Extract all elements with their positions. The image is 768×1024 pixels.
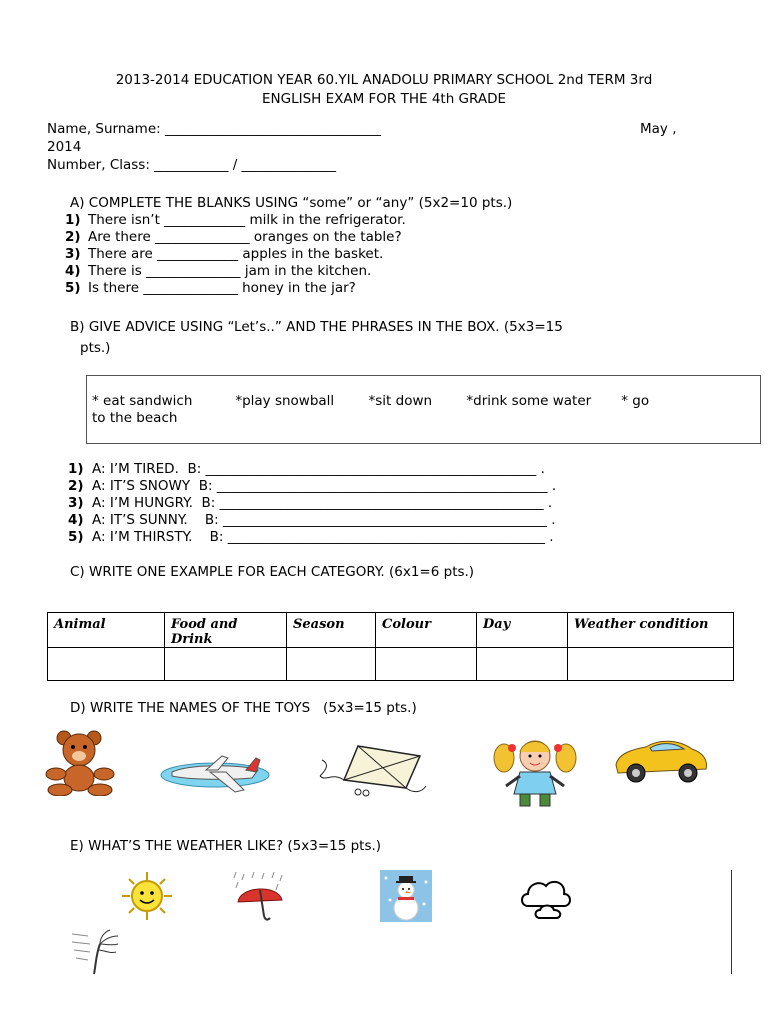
wind-tree-image (70, 924, 122, 976)
a-item-2-text: Are there ______________ oranges on the table? (88, 229, 402, 245)
airplane-image (160, 750, 270, 795)
answer-cell[interactable] (48, 648, 165, 681)
a-item-5-text: Is there ______________ honey in the jar? (88, 280, 356, 296)
a-item-2-num: 2) (65, 229, 81, 245)
exam-title-line1: 2013-2014 EDUCATION YEAR 60.YIL ANADOLU PRIMARY SCHOOL 2nd TERM 3rd (115, 72, 653, 88)
b-item-4-num: 4) (68, 512, 84, 528)
b-item-5-text: A: I’M THIRSTY. B: _______________________________________________ . (92, 529, 554, 545)
page-edge-line (731, 870, 732, 974)
a-item-3-num: 3) (65, 246, 81, 262)
col-food-drink: Food and Drink (165, 613, 287, 648)
answer-cell[interactable] (287, 648, 376, 681)
section-b-heading-line1: B) GIVE ADVICE USING “Let’s..” AND THE PHRASES IN THE BOX. (5x3=15 (70, 319, 563, 335)
date-month: May , (640, 121, 677, 137)
teddy-bear-image (38, 730, 126, 796)
name-surname-field: Name, Surname: ________________________________ (47, 121, 381, 137)
answer-cell[interactable] (376, 648, 477, 681)
category-header-row (48, 613, 734, 648)
answer-cell[interactable] (165, 648, 287, 681)
date-year: 2014 (47, 139, 82, 155)
phrase-box-line1: * eat sandwich *play snowball *sit down *drink some water * go (92, 393, 650, 409)
doll-image (490, 738, 580, 810)
b-item-5-num: 5) (68, 529, 84, 545)
rain-umbrella-image (230, 870, 288, 922)
cloud-image (518, 874, 574, 920)
a-item-1-num: 1) (65, 212, 81, 228)
a-item-4-text: There is ______________ jam in the kitchen. (88, 263, 372, 279)
section-e-heading: E) WHAT’S THE WEATHER LIKE? (5x3=15 pts.) (70, 838, 382, 854)
sun-image (118, 870, 176, 922)
section-b-heading-line2: pts.) (80, 340, 111, 356)
b-item-1-text: A: I’M TIRED. B: _________________________________________________ . (92, 461, 545, 477)
a-item-5-num: 5) (65, 280, 81, 296)
number-class-field: Number, Class: ___________ / ______________ (47, 157, 337, 173)
exam-title-line2: ENGLISH EXAM FOR THE 4th GRADE (261, 91, 507, 107)
col-animal: Animal (48, 613, 165, 648)
col-day: Day (477, 613, 568, 648)
kite-image (318, 742, 428, 797)
b-item-2-num: 2) (68, 478, 84, 494)
answer-cell[interactable] (568, 648, 734, 681)
section-a-heading: A) COMPLETE THE BLANKS USING “some” or “any” (5x2=10 pts.) (70, 195, 513, 211)
b-item-3-text: A: I’M HUNGRY. B: ________________________________________________ . (92, 495, 553, 511)
a-item-3-text: There are ____________ apples in the basket. (88, 246, 384, 262)
b-item-3-num: 3) (68, 495, 84, 511)
category-table (47, 612, 734, 681)
b-item-2-text: A: IT’S SNOWY B: _________________________________________________ . (92, 478, 557, 494)
answer-cell[interactable] (477, 648, 568, 681)
section-d-heading: D) WRITE THE NAMES OF THE TOYS (5x3=15 pts.) (70, 700, 417, 716)
toy-car-image (612, 735, 710, 785)
col-season: Season (287, 613, 376, 648)
b-item-1-num: 1) (68, 461, 84, 477)
answer-row (48, 648, 734, 681)
a-item-4-num: 4) (65, 263, 81, 279)
section-c-heading: C) WRITE ONE EXAMPLE FOR EACH CATEGORY. (6x1=6 pts.) (70, 564, 475, 580)
phrase-box-line2: to the beach (92, 410, 178, 426)
col-colour: Colour (376, 613, 477, 648)
a-item-1-text: There isn’t ____________ milk in the refrigerator. (88, 212, 406, 228)
col-weather: Weather condition (568, 613, 734, 648)
snowman-image (380, 870, 432, 922)
b-item-4-text: A: IT’S SUNNY. B: ________________________________________________ . (92, 512, 556, 528)
